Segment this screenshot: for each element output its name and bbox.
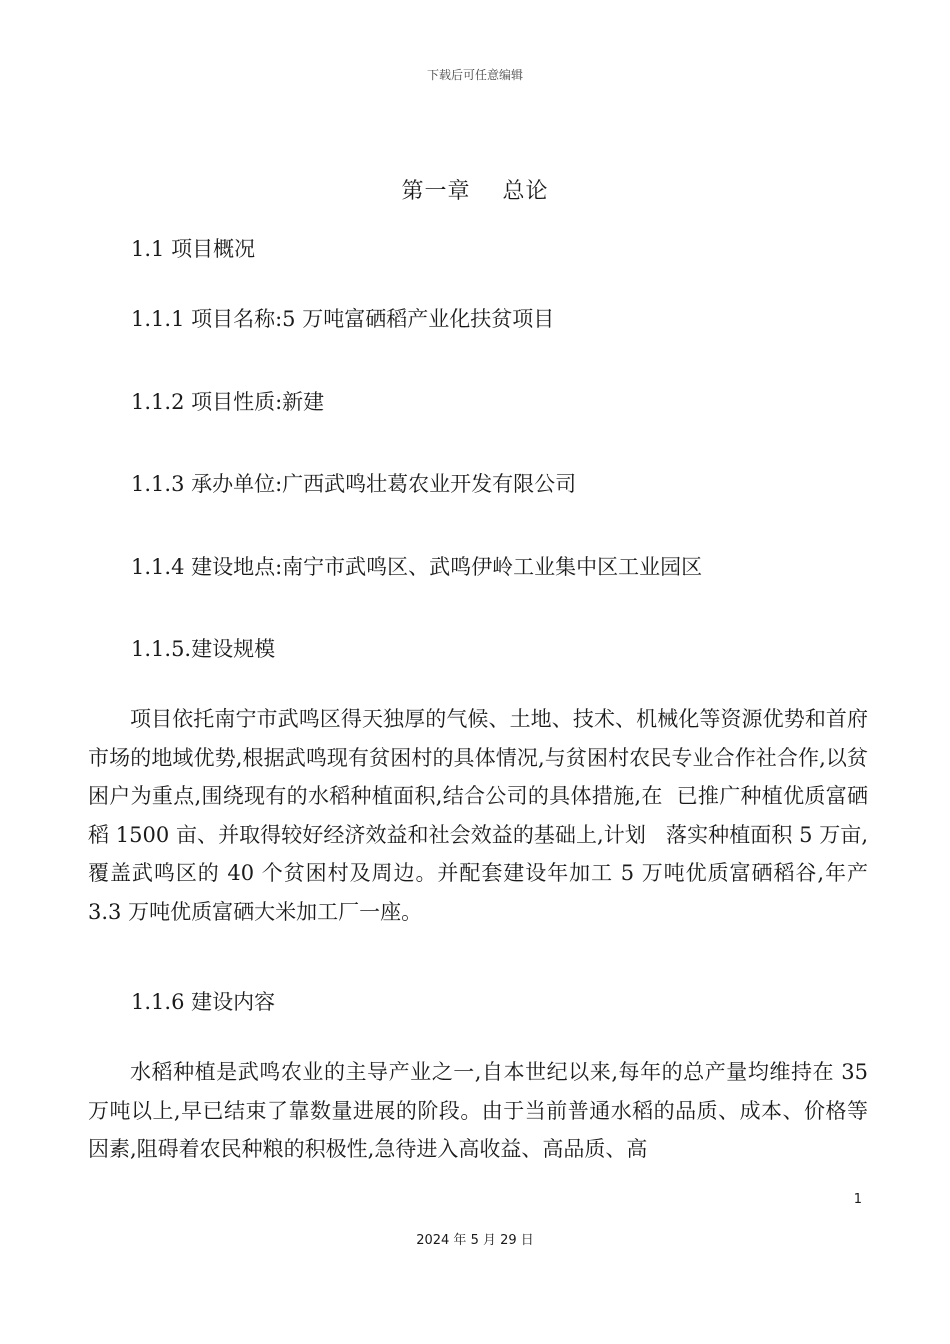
section-heading-1-1-1: 1.1.1 项目名称:5 万吨富硒稻产业化扶贫项目 [131, 307, 555, 331]
section-heading-1-1: 1.1 项目概况 [131, 237, 256, 261]
section-heading-1-1-3: 1.1.3 承办单位:广西武鸣壮葛农业开发有限公司 [131, 472, 577, 496]
footer-date: 2024 年 5 月 29 日 [416, 1233, 534, 1248]
paragraph-construction-scale: 项目依托南宁市武鸣区得天独厚的气候、土地、技术、机械化等资源优势和首府市场的地域优势,根据武鸣现有贫困村的具体情况,与贫困村农民专业合作社合作,以贫困户为重点,围绕现有的水稻种植面积,结合公司的具体措施,在 已推广种植优质富硒稻 1500 亩、并取得较好经济效益和社会效益的基础上,计划 落实种植面积 5 万亩,覆盖武鸣区的 40 个贫困村及周边。并配套建设年加工 5 万吨优质富硒稻谷,年产 3.3 万吨优质富硒大米加工厂一座。 [88, 707, 875, 924]
paragraph-construction-content: 水稻种植是武鸣农业的主导产业之一,自本世纪以来,每年的总产量均维持在 35 万吨以上,早已结束了靠数量进展的阶段。由于当前普通水稻的品质、成本、价格等因素,阻碍着农民种粮的积极性,急待进入高收益、高品质、高 [88, 1060, 875, 1161]
section-heading-1-1-6: 1.1.6 建设内容 [131, 990, 276, 1014]
section-heading-1-1-4: 1.1.4 建设地点:南宁市武鸣区、武鸣伊岭工业集中区工业园区 [131, 555, 703, 579]
header-note: 下载后可任意编辑 [426, 68, 523, 82]
section-heading-1-1-5: 1.1.5.建设规模 [131, 637, 276, 661]
section-heading-1-1-2: 1.1.2 项目性质:新建 [131, 390, 325, 414]
page-number: 1 [853, 1192, 862, 1207]
chapter-title: 第一章 总论 [401, 179, 549, 204]
